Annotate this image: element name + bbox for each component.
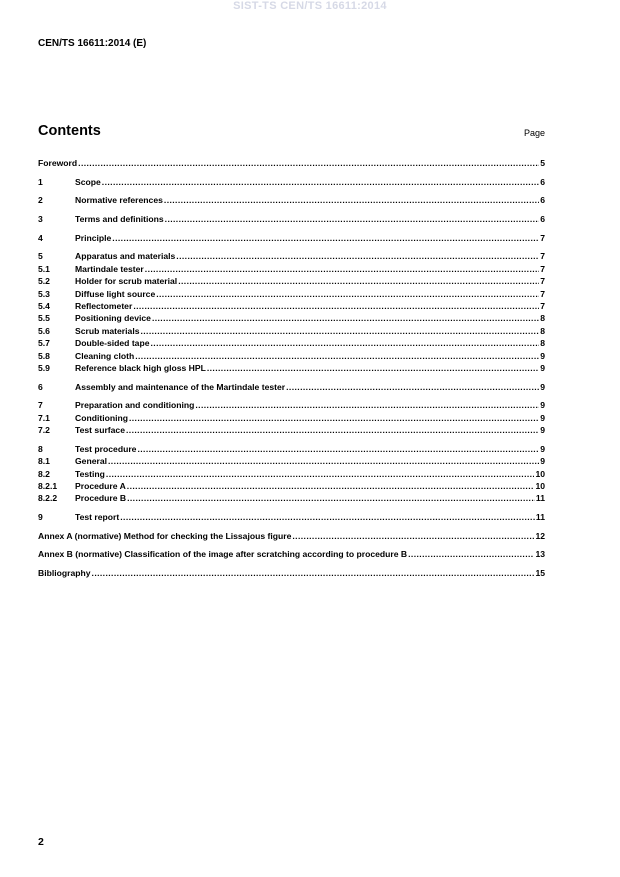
toc-leader-dots xyxy=(78,157,539,169)
toc-entry[interactable] xyxy=(38,468,545,480)
toc-leader-dots xyxy=(127,480,535,492)
toc-leader-dots xyxy=(292,530,534,542)
toc-entry-title: Procedure A xyxy=(75,480,126,491)
toc-entry-page: 7 xyxy=(540,232,545,243)
toc-entry-title: Positioning device xyxy=(75,313,151,324)
toc-entry[interactable] xyxy=(38,232,545,244)
toc-entry-number: 8 xyxy=(38,443,43,454)
toc-entry-number: 7.2 xyxy=(38,425,50,436)
toc-entry-page: 9 xyxy=(540,362,545,373)
toc-entry-title: Testing xyxy=(75,468,105,479)
toc-leader-dots xyxy=(165,213,540,225)
toc-entry-page: 11 xyxy=(535,493,545,504)
toc-entry-page: 10 xyxy=(535,468,545,479)
toc-entry-number: 9 xyxy=(38,512,43,523)
toc-leader-dots xyxy=(176,250,539,262)
toc-entry-title: Principle xyxy=(75,232,112,243)
toc-entry[interactable] xyxy=(38,424,545,436)
toc-leader-dots xyxy=(102,176,539,188)
toc-entry-annex-b[interactable] xyxy=(38,548,545,560)
toc-leader-dots xyxy=(112,232,539,244)
toc-entry-page: 10 xyxy=(535,480,545,491)
toc-entry-title: Apparatus and materials xyxy=(75,251,176,262)
toc-leader-dots xyxy=(195,399,539,411)
toc-entry[interactable] xyxy=(38,381,545,393)
toc-entry-page: 8 xyxy=(540,313,545,324)
toc-leader-dots xyxy=(178,275,539,287)
toc-entry-number: 2 xyxy=(38,195,43,206)
toc-entry-title: Annex B (normative) Classification of the image after scratching according to procedure B xyxy=(38,549,408,560)
toc-entry-foreword[interactable] xyxy=(38,157,545,169)
toc-entry-number: 4 xyxy=(38,232,43,243)
document-id: CEN/TS 16611:2014 (E) xyxy=(38,38,147,49)
toc-entry-title: Double-sided tape xyxy=(75,338,150,349)
toc-entry-number: 5.3 xyxy=(38,288,50,299)
toc-entry-page: 6 xyxy=(540,214,545,225)
toc-entry-title: Holder for scrub material xyxy=(75,276,178,287)
toc-entry-title: Normative references xyxy=(75,195,163,206)
toc-entry[interactable] xyxy=(38,362,545,374)
toc-entry-page: 5 xyxy=(540,158,545,168)
toc-entry-title: Conditioning xyxy=(75,412,128,423)
toc-entry-page: 12 xyxy=(535,530,545,541)
watermark: SIST-TS CEN/TS 16611:2014 xyxy=(233,0,387,12)
toc-entry-title: Preparation and conditioning xyxy=(75,400,195,411)
toc-entry-page: 9 xyxy=(540,425,545,436)
toc-entry-title: Reference black high gloss HPL xyxy=(75,362,206,373)
toc-leader-dots xyxy=(152,312,539,324)
toc-entry-number: 1 xyxy=(38,176,43,187)
toc-leader-dots xyxy=(408,548,534,560)
contents-heading: Contents xyxy=(38,123,101,139)
toc-leader-dots xyxy=(156,288,539,300)
toc-entry-title: Test surface xyxy=(75,425,125,436)
toc-entry-title: Bibliography xyxy=(38,568,91,579)
toc-leader-dots xyxy=(126,424,539,436)
toc-entry-annex-a[interactable] xyxy=(38,530,545,542)
toc-entry-title: Terms and definitions xyxy=(75,214,164,225)
toc-leader-dots xyxy=(140,325,539,337)
toc-entry-title: Scrub materials xyxy=(75,325,140,336)
toc-entry[interactable] xyxy=(38,250,545,262)
toc-entry-number: 7 xyxy=(38,400,43,411)
toc-leader-dots xyxy=(145,263,539,275)
toc-entry-number: 7.1 xyxy=(38,412,50,423)
page-column-label: Page xyxy=(523,128,545,138)
toc-entry[interactable] xyxy=(38,275,545,287)
toc-entry[interactable] xyxy=(38,350,545,362)
toc-entry-page: 9 xyxy=(540,381,545,392)
toc-leader-dots xyxy=(164,194,539,206)
toc-entry-number: 5.2 xyxy=(38,276,50,287)
toc-entry-title: Procedure B xyxy=(75,493,127,504)
toc-entry-number: 5.9 xyxy=(38,362,50,373)
toc-entry-number: 5 xyxy=(38,251,43,262)
toc-leader-dots xyxy=(120,511,535,523)
toc-entry[interactable] xyxy=(38,194,545,206)
toc-entry[interactable] xyxy=(38,412,545,424)
toc-entry-page: 13 xyxy=(535,549,545,560)
toc-entry-title: Scope xyxy=(75,176,101,187)
toc-entry-page: 6 xyxy=(540,195,545,206)
toc-entry-title: Cleaning cloth xyxy=(75,350,135,361)
toc-entry-page: 15 xyxy=(535,568,545,579)
toc-entry[interactable] xyxy=(38,213,545,225)
toc-entry-page: 9 xyxy=(540,400,545,411)
toc-entry-page: 11 xyxy=(535,512,545,523)
toc-entry-bibliography[interactable] xyxy=(38,567,545,579)
table-of-contents xyxy=(38,157,545,580)
page-number: 2 xyxy=(38,836,44,848)
toc-entry-title: Martindale tester xyxy=(75,263,144,274)
toc-entry-page: 9 xyxy=(540,456,545,467)
toc-entry-page: 8 xyxy=(540,338,545,349)
toc-entry[interactable] xyxy=(38,263,545,275)
toc-entry-number: 6 xyxy=(38,381,43,392)
toc-entry-title: Test procedure xyxy=(75,443,137,454)
toc-entry-page: 9 xyxy=(540,412,545,423)
toc-entry-page: 7 xyxy=(540,301,545,311)
toc-entry-number: 8.2.2 xyxy=(38,493,58,504)
toc-entry-page: 9 xyxy=(540,350,545,361)
toc-entry[interactable] xyxy=(38,312,545,324)
toc-leader-dots xyxy=(106,468,535,480)
toc-entry[interactable] xyxy=(38,511,545,523)
toc-entry[interactable] xyxy=(38,325,545,337)
toc-entry-number: 5.7 xyxy=(38,338,50,349)
toc-leader-dots xyxy=(133,300,539,312)
toc-entry[interactable] xyxy=(38,480,545,492)
toc-leader-dots xyxy=(207,362,539,374)
toc-entry-number: 5.6 xyxy=(38,325,50,336)
toc-leader-dots xyxy=(127,492,535,504)
toc-entry-title: Annex A (normative) Method for checking the Lissajous figure xyxy=(38,530,292,541)
toc-entry-page: 8 xyxy=(540,325,545,336)
toc-entry-title: Foreword xyxy=(38,158,78,168)
toc-entry[interactable] xyxy=(38,288,545,300)
toc-leader-dots xyxy=(108,455,539,467)
toc-entry-title: Assembly and maintenance of the Martindale tester xyxy=(75,381,286,392)
toc-entry-page: 7 xyxy=(540,288,545,299)
toc-entry[interactable] xyxy=(38,176,545,188)
toc-entry[interactable] xyxy=(38,443,545,455)
toc-entry-number: 8.1 xyxy=(38,456,50,467)
toc-entry-page: 7 xyxy=(540,263,545,274)
toc-leader-dots xyxy=(286,381,539,393)
toc-entry-number: 5.4 xyxy=(38,301,50,311)
toc-leader-dots xyxy=(137,443,539,455)
toc-entry-number: 5.5 xyxy=(38,313,50,324)
toc-entry[interactable] xyxy=(38,337,545,349)
toc-entry-title: Diffuse light source xyxy=(75,288,156,299)
toc-entry-number: 5.8 xyxy=(38,350,50,361)
toc-entry-number: 3 xyxy=(38,214,43,225)
toc-entry-page: 7 xyxy=(540,276,545,287)
toc-entry-title: Test report xyxy=(75,512,120,523)
toc-entry[interactable] xyxy=(38,399,545,411)
toc-entry-title: General xyxy=(75,456,108,467)
toc-entry-number: 8.2 xyxy=(38,468,50,479)
toc-entry-page: 6 xyxy=(540,176,545,187)
toc-entry[interactable] xyxy=(38,455,545,467)
toc-entry-number: 8.2.1 xyxy=(38,480,58,491)
toc-leader-dots xyxy=(135,350,539,362)
toc-entry[interactable] xyxy=(38,492,545,504)
toc-leader-dots xyxy=(151,337,540,349)
toc-entry-page: 7 xyxy=(540,251,545,262)
toc-entry[interactable] xyxy=(38,300,545,312)
toc-leader-dots xyxy=(129,412,539,424)
toc-entry-title: Reflectometer xyxy=(75,301,133,311)
toc-entry-number: 5.1 xyxy=(38,263,50,274)
toc-entry-page: 9 xyxy=(540,443,545,454)
toc-leader-dots xyxy=(92,567,535,579)
